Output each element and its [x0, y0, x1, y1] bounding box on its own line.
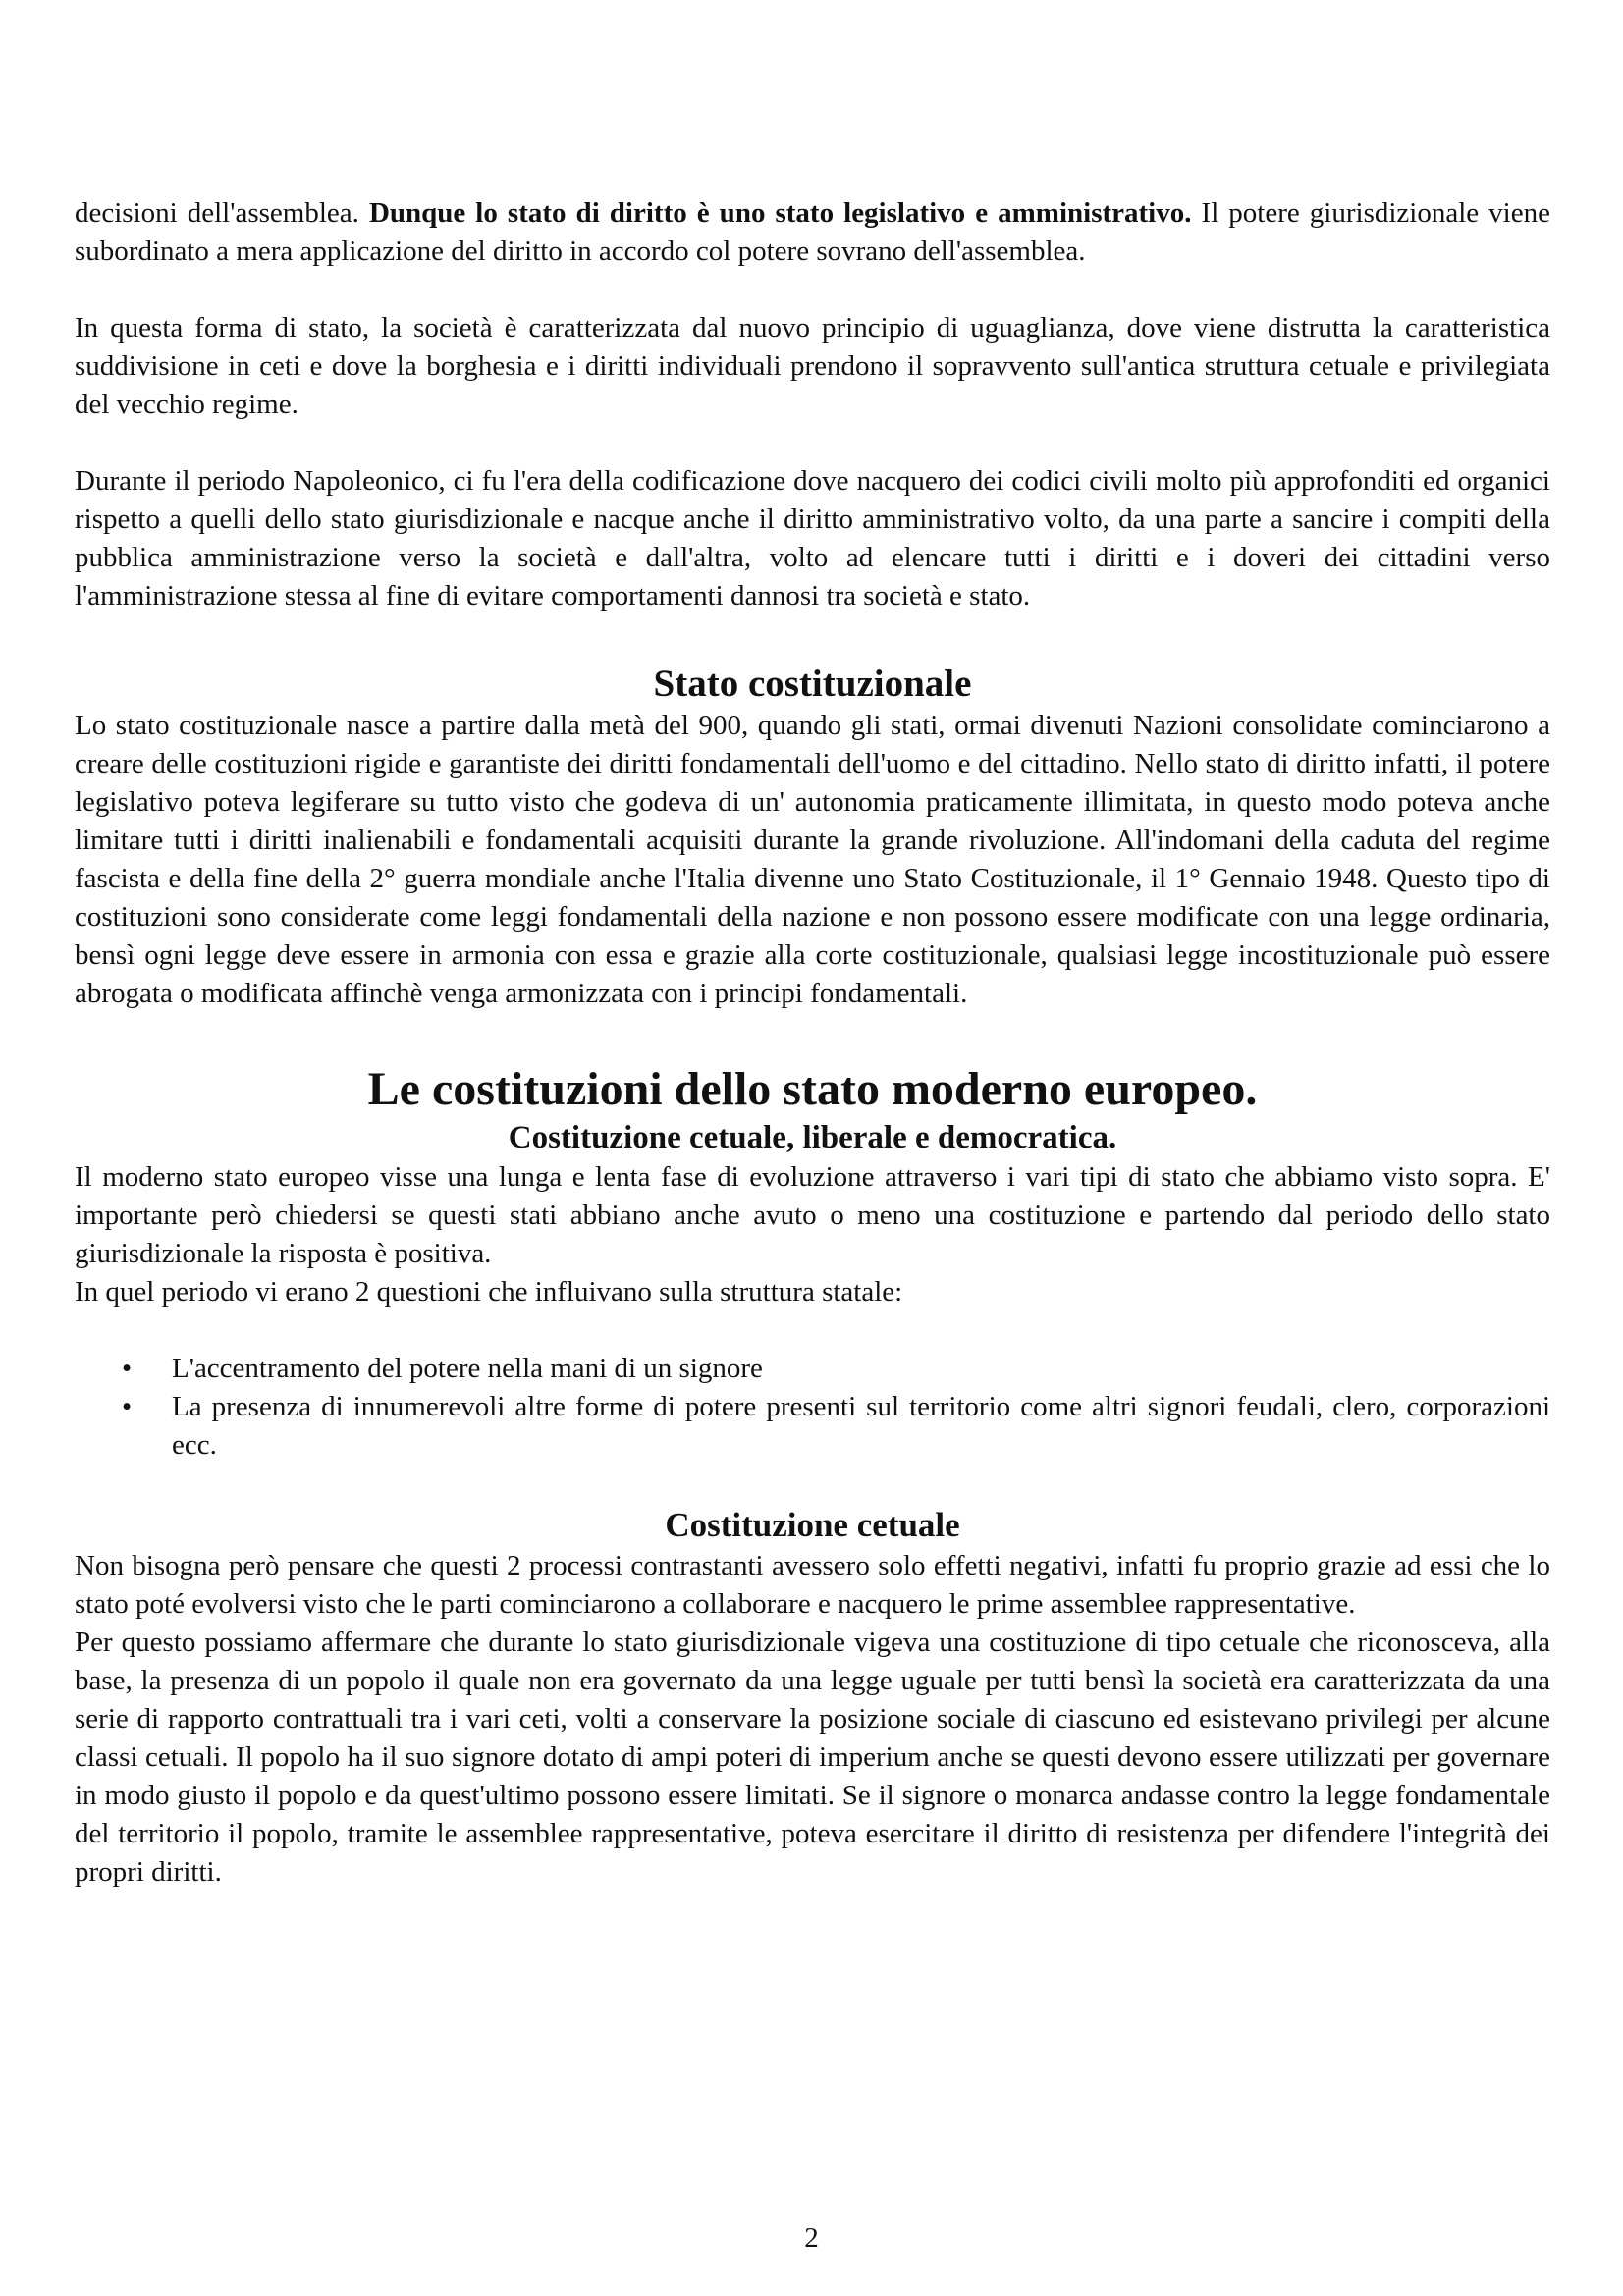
list-item-text: L'accentramento del potere nella mani di un signore [172, 1353, 763, 1384]
bullet-list [75, 1350, 1550, 1465]
costituzione-cetuale-paragraph-1: Non bisogna però pensare che questi 2 processi contrastanti avessero solo effetti negativi, infatti fu proprio grazie ad essi che lo stato poté evolversi visto che le parti cominciarono a collaborare e nacquero le prime assemblee rappresentative. [75, 1550, 1550, 1620]
bullet-mark: • [122, 1353, 133, 1384]
stato-costituzionale-paragraph: Lo stato costituzionale nasce a partire dalla metà del 900, quando gli stati, ormai divenuti Nazioni consolidate cominciarono a creare delle costituzioni rigide e garantiste dei diritti fondamentali dell'uomo e del cittadino. Nello stato di diritto infatti, il potere legislativo poteva legiferare su tutto visto che godeva di un' autonomia praticamente illimitata, in questo modo poteva anche limitare tutti i diritti inalienabili e fondamentali acquisiti durante la grande rivoluzione. All'indomani della caduta del regime fascista e della fine della 2° guerra mondiale anche l'Italia divenne uno Stato Costituzionale, il 1° Gennaio 1948. Questo tipo di costituzioni sono considerate come leggi fondamentali della nazione e non possono essere modificate con una legge ordinaria, bensì ogni legge deve essere in armonia con essa e grazie alla corte costituzionale, qualsiasi legge incostituzionale può essere abrogata o modificata affinchè venga armonizzata con i principi fondamentali. [75, 710, 1550, 1009]
heading-stato-costituzionale: Stato costituzionale [653, 663, 972, 705]
heading-costituzione-cetuale: Costituzione cetuale [665, 1506, 960, 1544]
costituzione-cetuale-paragraph-2: Per questo possiamo affermare che durante lo stato giurisdizionale vigeva una costituzione di tipo cetuale che riconosceva, alla base, la presenza di un popolo il quale non era governato da una legge uguale per tutti bensì la società era caratterizzata da una serie di rapporto contrattuali tra i vari ceti, volti a conservare la posizione sociale di ciascuno ed esistevano privilegi per alcune classi cetuali. Il popolo ha il suo signore dotato di ampi poteri di imperium anche se questi devono essere utilizzati per governare in modo giusto il popolo e da quest'ultimo possono essere limitati. Se il signore o monarca andasse contro la legge fondamentale del territorio il popolo, tramite le assemblee rappresentative, poteva esercitare il diritto di resistenza per difendere l'integrità dei propri diritti. [75, 1627, 1550, 1888]
document-page [75, 194, 1550, 1892]
intro-paragraph-3: Durante il periodo Napoleonico, ci fu l'era della codificazione dove nacquero dei codici civili molto più approfonditi ed organici rispetto a quelli dello stato giurisdizionale e nacque anche il diritto amministrativo volto, da una parte a sancire i compiti della pubblica amministrazione verso la società e dall'altra, volto ad elencare tutti i diritti e i doveri dei cittadini verso l'amministrazione stessa al fine di evitare comportamenti dannosi tra società e stato. [75, 465, 1550, 612]
subheading-costituzione-tipi: Costituzione cetuale, liberale e democratica. [508, 1120, 1117, 1155]
list-item-text: La presenza di innumerevoli altre forme di potere presenti sul territorio come altri signori feudali, clero, corporazioni ecc. [172, 1391, 1550, 1461]
heading-costituzioni-stato-moderno: Le costituzioni dello stato moderno europeo. [367, 1063, 1258, 1115]
costituzioni-paragraph-1: Il moderno stato europeo visse una lunga e lenta fase di evoluzione attraverso i vari tipi di stato che abbiamo visto sopra. E' importante però chiedersi se questi stati abbiano anche avuto o meno una costituzione e partendo dal periodo dello stato giurisdizionale la risposta è positiva. [75, 1161, 1550, 1269]
intro-paragraph-1-end: Il potere giurisdizionale viene subordinato a mera applicazione del diritto in accordo col potere sovrano dell'assemblea. [75, 197, 1550, 267]
page-number: 2 [804, 2222, 819, 2254]
intro-paragraph-1-start: decisioni dell'assemblea. [75, 197, 369, 229]
intro-paragraph-1 [75, 194, 1550, 271]
bullet-mark: • [122, 1391, 133, 1422]
costituzioni-paragraph-2: In quel periodo vi erano 2 questioni che influivano sulla struttura statale: [75, 1276, 903, 1308]
intro-paragraph-2: In questa forma di stato, la società è caratterizzata dal nuovo principio di uguaglianza, dove viene distrutta la caratteristica suddivisione in ceti e dove la borghesia e i diritti individuali prendono il sopravvento sull'antica struttura cetuale e privilegiata del vecchio regime. [75, 312, 1550, 420]
intro-paragraph-1-bold: Dunque lo stato di diritto è uno stato legislativo e amministrativo. [368, 197, 1192, 229]
list-item [75, 1350, 1550, 1388]
list-item [75, 1388, 1550, 1465]
